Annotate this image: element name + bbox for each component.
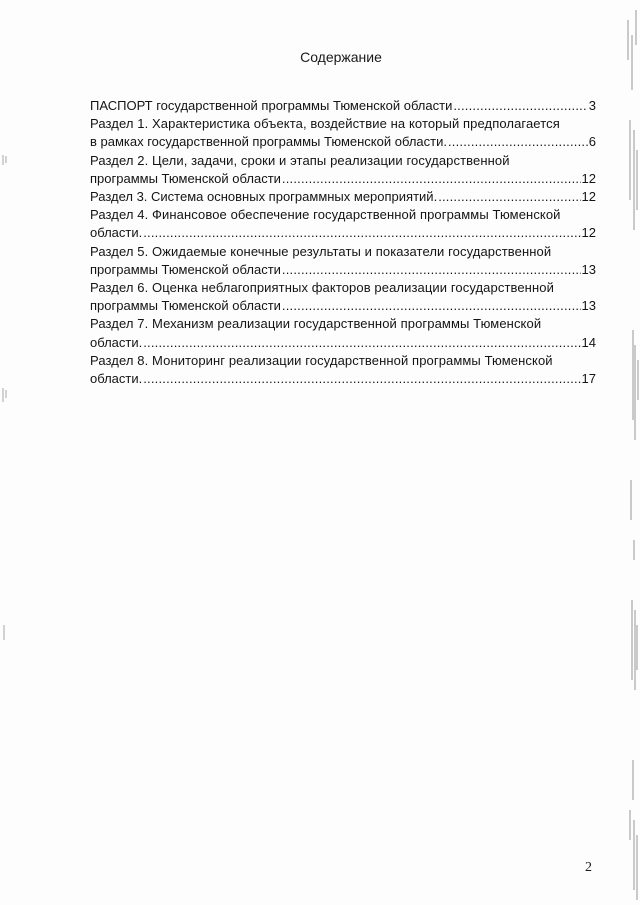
toc-page-number: 12 (581, 225, 596, 241)
toc-entry-text-cont: в рамках государственной программы Тюменской области. (90, 134, 447, 150)
toc-page-number: 3 (588, 98, 596, 113)
toc-page-number: 6 (588, 134, 596, 150)
toc-entry-section-6[interactable] (90, 279, 596, 315)
toc-entry-text: Раздел 8. Мониторинг реализации государственной программы Тюменской (90, 352, 553, 368)
table-of-contents (90, 97, 596, 388)
toc-entry-passport[interactable] (90, 97, 596, 115)
toc-leader-dots (143, 334, 580, 352)
toc-page-number: 12 (581, 189, 596, 205)
toc-entry-text-cont: области. (90, 334, 143, 350)
toc-entry-section-5[interactable] (90, 243, 596, 279)
toc-page-number: 12 (581, 170, 596, 186)
toc-entry-text-cont: программы Тюменской области (90, 170, 281, 186)
toc-entry-text-cont: программы Тюменской области (90, 298, 281, 314)
toc-entry-text: Раздел 2. Цели, задачи, сроки и этапы реализации государственной (90, 152, 510, 168)
toc-entry-text: ПАСПОРТ государственной программы Тюменской области (90, 98, 453, 113)
toc-leader-dots (453, 97, 587, 115)
toc-entry-text-cont: программы Тюменской области (90, 261, 281, 277)
toc-entry-section-7[interactable] (90, 315, 596, 351)
toc-page-number: 13 (581, 298, 596, 314)
toc-entry-section-3[interactable] (90, 188, 596, 206)
scan-edge-artifact (608, 0, 640, 905)
toc-entry-text: Раздел 3. Система основных программных мероприятий. (90, 189, 438, 205)
toc-entry-text: Раздел 7. Механизм реализации государственной программы Тюменской (90, 316, 542, 332)
toc-leader-dots (282, 170, 581, 188)
toc-entry-text: Раздел 1. Характеристика объекта, воздействие на который предполагается (90, 116, 560, 132)
toc-leader-dots (143, 370, 580, 388)
toc-entry-section-4[interactable] (90, 206, 596, 242)
scan-left-artifact (0, 0, 12, 905)
toc-entry-text-cont: области. (90, 225, 143, 241)
toc-leader-dots (282, 297, 581, 315)
toc-entry-section-8[interactable] (90, 352, 596, 388)
toc-entry-section-2[interactable] (90, 152, 596, 188)
toc-title: Содержание (300, 49, 382, 65)
toc-entry-section-1[interactable] (90, 115, 596, 151)
toc-leader-dots (282, 261, 581, 279)
toc-entry-text-cont: области. (90, 371, 143, 387)
toc-entry-text: Раздел 6. Оценка неблагоприятных факторов реализации государственной (90, 280, 554, 296)
toc-page-number: 17 (581, 371, 596, 387)
page-number: 2 (585, 860, 592, 875)
toc-page-number: 14 (581, 334, 596, 350)
toc-leader-dots (143, 224, 580, 242)
toc-entry-text: Раздел 4. Финансовое обеспечение государственной программы Тюменской (90, 207, 561, 223)
toc-entry-text: Раздел 5. Ожидаемые конечные результаты и показатели государственной (90, 243, 552, 259)
toc-page-number: 13 (581, 261, 596, 277)
toc-leader-dots (448, 133, 588, 151)
toc-leader-dots (438, 188, 580, 206)
